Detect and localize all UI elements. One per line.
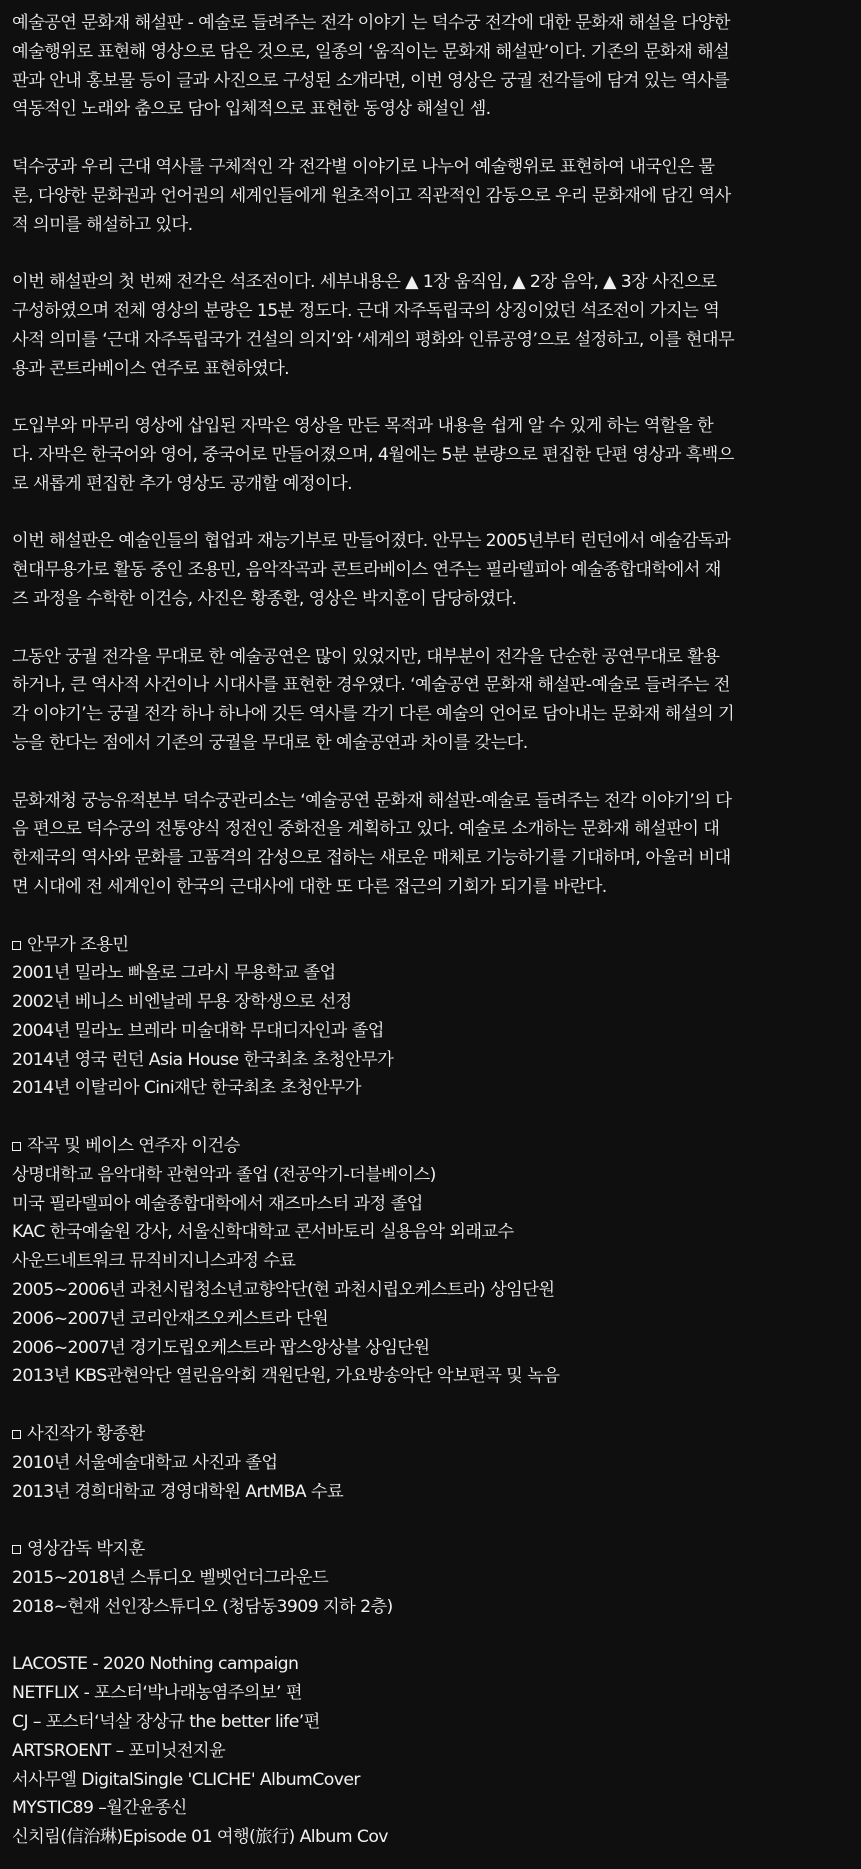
profile-line: 2004년 밀라노 브레라 미술대학 무대디자인과 졸업 (12, 1020, 384, 1041)
text-line: 현대무용가로 활동 중인 조용민, 음악작곡과 콘트라베이스 연주는 필라델피아 예술종합대학에서 재 (12, 560, 721, 581)
profile-line: 2005~2006년 과천시립청소년교향악단(현 과천시립오케스트라) 상임단원 (12, 1280, 555, 1301)
text-line: 덕수궁과 우리 근대 역사를 구체적인 각 전각별 이야기로 나누어 예술행위로 표현하여 내국인은 물 (12, 156, 715, 177)
profile-line: 2013년 경희대학교 경영대학원 ArtMBA 수료 (12, 1481, 344, 1502)
text-line: 로 새롭게 편집한 추가 영상도 공개할 예정이다. (12, 473, 353, 494)
profile-line: 2014년 이탈리아 Cini재단 한국최초 초청안무가 (12, 1078, 361, 1099)
paragraph-gap (12, 383, 858, 412)
profile-line: 사운드네트워크 뮤직비지니스과정 수료 (12, 1251, 296, 1272)
works-item: NETFLIX - 포스터‘박나래농염주의보’ 편 (12, 1683, 302, 1704)
works-list (12, 1650, 858, 1852)
text-line: 론, 다양한 문화권과 언어권의 세계인들에게 원초적이고 직관적인 감동으로 우리 문화재에 담긴 역사 (12, 185, 731, 206)
profile-line: 2006~2007년 코리안재즈오케스트라 단원 (12, 1308, 329, 1329)
paragraph-credits (12, 527, 858, 613)
profile-line: 상명대학교 음악대학 관현악과 졸업 (전공악기-더블베이스) (12, 1164, 436, 1185)
description-text (12, 9, 858, 1852)
works-item: 서사무엘 DigitalSingle 'CLICHE' AlbumCover (12, 1769, 360, 1790)
profile-heading (12, 1535, 858, 1564)
profile-line: 2013년 KBS관현악단 열린음악회 객원단원, 가요방송악단 악보편곡 및 녹음 (12, 1366, 560, 1387)
text-line: 판과 안내 홍보물 등이 글과 사진으로 구성된 소개라면, 이번 영상은 궁궐 전각들에 담겨 있는 역사를 (12, 70, 730, 91)
text-line: 역동적인 노래와 춤으로 담아 입체적으로 표현한 동영상 해설인 셈. (12, 99, 491, 120)
text-line: 그동안 궁궐 전각을 무대로 한 예술공연은 많이 있었지만, 대부분이 전각을 단순한 공연무대로 활용 (12, 646, 720, 667)
text-line: 각 이야기’는 궁궐 전각 하나 하나에 깃든 역사를 각기 다른 예술의 언어로 담아내는 문화재 해설의 기 (12, 704, 735, 725)
paragraph-gap (12, 902, 858, 931)
paragraph-gap (12, 614, 858, 643)
paragraph-history (12, 153, 858, 239)
profile-composer (12, 1132, 858, 1391)
text-line: 하거나, 큰 역사적 사건이나 시대사를 표현한 경우였다. ‘예술공연 문화재 해설판-예술로 들려주는 전 (12, 675, 730, 696)
text-line: 이번 해설판은 예술인들의 협업과 재능기부로 만들어졌다. 안무는 2005년부터 런던에서 예술감독과 (12, 531, 731, 552)
profile-photographer (12, 1420, 858, 1506)
paragraph-gap (12, 499, 858, 528)
profile-line: 미국 필라델피아 예술종합대학에서 재즈마스터 과정 졸업 (12, 1193, 423, 1214)
text-line: 예술공연 문화재 해설판 - 예술로 들려주는 전각 이야기 는 덕수궁 전각에 대한 문화재 해설을 다양한 (12, 13, 730, 33)
text-line: 문화재청 궁능유적본부 덕수궁관리소는 ‘예술공연 문화재 해설판-예술로 들려주는 전각 이야기’의 다 (12, 790, 732, 811)
paragraph-next-plan (12, 787, 858, 902)
profile-heading (12, 1420, 858, 1449)
works-item: LACOSTE - 2020 Nothing campaign (12, 1654, 299, 1675)
text-line: 한제국의 역사와 문화를 고품격의 감성으로 접하는 새로운 매체로 기능하기를 기대하며, 아울러 비대 (12, 848, 731, 869)
profile-line: 2010년 서울예술대학교 사진과 졸업 (12, 1452, 278, 1473)
paragraph-gap (12, 239, 858, 268)
profile-heading (12, 1132, 858, 1161)
profile-heading-text: 사진작가 황종환 (27, 1424, 145, 1445)
text-line: 용과 콘트라베이스 연주로 표현하였다. (12, 358, 290, 379)
profile-line: 2018~현재 선인장스튜디오 (청담동3909 지하 2층) (12, 1596, 393, 1617)
text-line: 도입부와 마무리 영상에 삽입된 자막은 영상을 만든 목적과 내용을 쉽게 알 수 있게 하는 역할을 한 (12, 416, 714, 437)
works-item: MYSTIC89 –월간윤종신 (12, 1798, 187, 1819)
text-line: 구성하였으며 전체 영상의 분량은 15분 정도다. 근대 자주독립국의 상징이었던 석조전이 가지는 역 (12, 300, 720, 321)
square-bullet-icon (12, 1142, 21, 1151)
text-line: 사적 의미를 ‘근대 자주독립국가 건설의 의지’와 ‘세계의 평화와 인류공영’으로 설정하고, 이를 현대무 (12, 329, 735, 350)
profile-line: 2001년 밀라노 빠올로 그라시 무용학교 졸업 (12, 963, 336, 984)
profile-choreographer (12, 931, 858, 1104)
square-bullet-icon (12, 941, 21, 950)
text-line: 면 시대에 전 세계인이 한국의 근대사에 대한 또 다른 접근의 기회가 되기를 바란다. (12, 876, 607, 897)
text-line: 즈 과정을 수학한 이건승, 사진은 황종환, 영상은 박지훈이 담당하였다. (12, 588, 517, 609)
paragraph-difference (12, 643, 858, 758)
square-bullet-icon (12, 1430, 21, 1439)
text-line: 다. 자막은 한국어와 영어, 중국어로 만들어졌으며, 4월에는 5분 분량으로 편집한 단편 영상과 흑백으 (12, 444, 734, 465)
paragraph-gap (12, 1506, 858, 1535)
text-line: 능을 한다는 점에서 기존의 궁궐을 무대로 한 예술공연과 차이를 갖는다. (12, 732, 528, 753)
profile-heading-text: 안무가 조용민 (27, 934, 129, 955)
text-line: 이번 해설판의 첫 번째 전각은 석조전이다. 세부내용은 ▲ 1장 움직임, ▲ 2장 음악, ▲ 3장 사진으로 (12, 272, 717, 293)
paragraph-seokjojeon (12, 268, 858, 383)
works-item: CJ – 포스터‘넉살 장상규 the better life’편 (12, 1712, 320, 1733)
profile-line: 2002년 베니스 비엔날레 무용 장학생으로 선정 (12, 992, 352, 1013)
works-item: 신치림(信治琳)Episode 01 여행(旅行) Album Cov (12, 1827, 388, 1848)
text-line: 적 의미를 해설하고 있다. (12, 214, 193, 235)
paragraph-gap (12, 124, 858, 153)
profile-line: KAC 한국예술원 강사, 서울신학대학교 콘서바토리 실용음악 외래교수 (12, 1222, 514, 1243)
profile-heading-text: 영상감독 박지훈 (27, 1539, 145, 1560)
paragraph-gap (12, 1622, 858, 1651)
text-line: 예술행위로 표현해 영상으로 담은 것으로, 일종의 ‘움직이는 문화재 해설판’이다. 기존의 문화재 해설 (12, 41, 730, 62)
profile-line: 2015~2018년 스튜디오 벨벳언더그라운드 (12, 1568, 329, 1589)
paragraph-gap (12, 758, 858, 787)
works-item: ARTSROENT – 포미닛전지윤 (12, 1740, 226, 1761)
profile-video-director (12, 1535, 858, 1621)
paragraph-subtitles (12, 412, 858, 498)
profile-heading-text: 작곡 및 베이스 연주자 이건승 (27, 1136, 240, 1157)
paragraph-gap (12, 1391, 858, 1420)
profile-line: 2006~2007년 경기도립오케스트라 팝스앙상블 상임단원 (12, 1337, 430, 1358)
profile-line: 2014년 영국 런던 Asia House 한국최초 초청안무가 (12, 1049, 394, 1070)
square-bullet-icon (12, 1545, 21, 1554)
paragraph-gap (12, 1103, 858, 1132)
text-line: 음 편으로 덕수궁의 전통양식 정전인 중화전을 계획하고 있다. 예술로 소개하는 문화재 해설판이 대 (12, 819, 720, 840)
profile-heading (12, 931, 858, 960)
paragraph-intro (12, 9, 858, 124)
